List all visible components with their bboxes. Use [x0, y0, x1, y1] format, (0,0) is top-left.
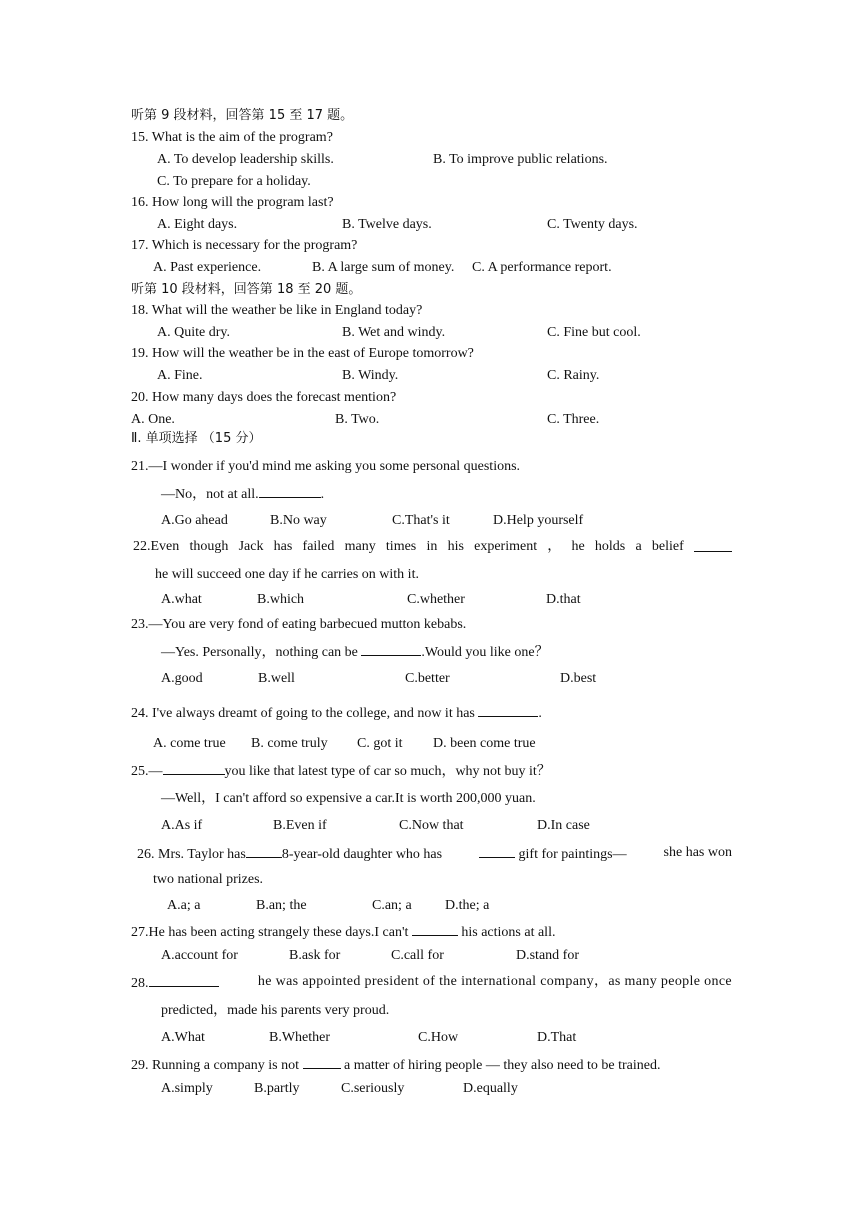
- question-20-option-b: B. Two.: [335, 412, 380, 427]
- question-21-reply: [161, 485, 324, 503]
- question-26-option-b: B.an; the: [256, 898, 307, 913]
- question-20-stem: 20. How many days does the forecast mention?: [131, 390, 397, 405]
- question-15-option-c: C. To prepare for a holiday.: [157, 174, 311, 189]
- word: experiment: [474, 539, 538, 554]
- question-15-option-b: B. To improve public relations.: [433, 152, 608, 167]
- question-26-part: [137, 845, 442, 863]
- word: in: [426, 539, 438, 554]
- question-25-reply: —Well，I can't afford so expensive a car.It is worth 200,000 yuan.: [161, 791, 536, 806]
- listening-section-10-heading: 听第 10 段材料，回答第 18 至 20 题。: [131, 282, 362, 297]
- question-23-option-d: D.best: [560, 671, 597, 686]
- question-29-text: 29. Running a company is not: [131, 1058, 303, 1073]
- answer-blank: [259, 485, 321, 498]
- question-21-option-c: C.That's it: [392, 513, 450, 528]
- question-22-line1: [133, 539, 732, 555]
- question-29-stem: [131, 1056, 660, 1074]
- question-21-option-b: B.No way: [270, 513, 327, 528]
- question-21-reply-text: —No，not at all.: [161, 487, 259, 502]
- question-28-text: he was appointed president of the international company，as many people once: [257, 974, 732, 989]
- question-28-line2: predicted，made his parents very proud.: [161, 1003, 390, 1018]
- question-16-option-b: B. Twelve days.: [342, 217, 432, 232]
- text: 8-year-old daughter who has: [281, 847, 443, 862]
- question-28-line1: [131, 974, 732, 992]
- question-28-option-a: A.What: [161, 1030, 205, 1045]
- question-23-reply-text: —Yes. Personally，nothing can be: [161, 645, 362, 660]
- question-27-option-a: A.account for: [161, 948, 238, 963]
- question-24-option-d: D. been come true: [433, 736, 536, 751]
- question-27-stem: [131, 923, 555, 941]
- question-27-end: his actions at all.: [457, 925, 556, 940]
- word: many: [344, 539, 376, 554]
- question-19-option-b: B. Windy.: [342, 368, 399, 383]
- question-17-option-c: C. A performance report.: [472, 260, 612, 275]
- word: holds: [594, 539, 626, 554]
- question-28-option-b: B.Whether: [269, 1030, 331, 1045]
- text: 28.: [131, 976, 149, 991]
- question-23-option-c: C.better: [405, 671, 450, 686]
- question-23-reply: [161, 643, 549, 661]
- question-23-reply-end: .Would you like one？: [421, 645, 549, 660]
- question-22-line2: he will succeed one day if he carries on with it.: [155, 567, 419, 582]
- word: though: [189, 539, 229, 554]
- question-21-reply-end: .: [320, 487, 325, 502]
- question-24-end: .: [538, 706, 542, 721]
- question-26-option-c: C.an; a: [372, 898, 412, 913]
- question-20-option-c: C. Three.: [547, 412, 600, 427]
- question-29-option-a: A.simply: [161, 1081, 213, 1096]
- question-26-option-d: D.the; a: [445, 898, 490, 913]
- question-25-text: you like that latest type of car so much，why not buy it？: [224, 764, 551, 779]
- question-29-option-c: C.seriously: [341, 1081, 405, 1096]
- text: 26. Mrs. Taylor has: [137, 847, 246, 862]
- question-22-option-b: B.which: [257, 592, 305, 607]
- question-25-lead: 25.—: [131, 764, 163, 779]
- question-25-option-d: D.In case: [537, 818, 590, 833]
- question-24-option-a: A. come true: [153, 736, 226, 751]
- question-28-option-c: C.How: [418, 1030, 459, 1045]
- question-18-option-b: B. Wet and windy.: [342, 325, 446, 340]
- question-16-option-a: A. Eight days.: [157, 217, 238, 232]
- single-choice-section-heading: Ⅱ. 单项选择 （15 分）: [131, 431, 262, 446]
- question-27-text: 27.He has been acting strangely these days.I can't: [131, 925, 412, 940]
- question-21-stem: 21.—I wonder if you'd mind me asking you some personal questions.: [131, 459, 521, 474]
- word: Jack: [238, 539, 264, 554]
- question-27-option-b: B.ask for: [289, 948, 341, 963]
- word: has: [273, 539, 293, 554]
- question-29-option-d: D.equally: [463, 1081, 518, 1096]
- question-27-option-d: D.stand for: [516, 948, 579, 963]
- word: failed: [302, 539, 335, 554]
- word: 22.Even: [133, 539, 180, 554]
- question-23-stem: 23.—You are very fond of eating barbecued mutton kebabs.: [131, 617, 467, 632]
- question-18-stem: 18. What will the weather be like in England today?: [131, 303, 423, 318]
- word: a: [635, 539, 642, 554]
- answer-blank: [694, 539, 732, 552]
- question-21-option-d: D.Help yourself: [493, 513, 584, 528]
- question-24-option-c: C. got it: [357, 736, 403, 751]
- word: belief: [651, 539, 684, 554]
- question-17-option-b: B. A large sum of money.: [312, 260, 455, 275]
- word: he: [571, 539, 585, 554]
- question-23-option-b: B.well: [258, 671, 295, 686]
- word: times: [385, 539, 417, 554]
- question-20-option-a: A. One.: [131, 412, 175, 427]
- question-22-option-c: C.whether: [407, 592, 465, 607]
- question-28-lead: [131, 974, 219, 992]
- answer-blank: [163, 762, 225, 775]
- question-28-option-d: D.That: [537, 1030, 577, 1045]
- question-25-option-a: A.As if: [161, 818, 203, 833]
- question-16-stem: 16. How long will the program last?: [131, 195, 334, 210]
- answer-blank: [478, 704, 538, 717]
- word: ，: [547, 539, 562, 554]
- answer-blank: [303, 1056, 341, 1069]
- answer-blank: [246, 845, 282, 858]
- word: his: [447, 539, 464, 554]
- question-23-option-a: A.good: [161, 671, 203, 686]
- question-24-stem: [131, 704, 542, 722]
- question-21-option-a: A.Go ahead: [161, 513, 228, 528]
- question-26-part: [479, 845, 627, 863]
- question-15-option-a: A. To develop leadership skills.: [157, 152, 334, 167]
- question-24-text: 24. I've always dreamt of going to the college, and now it has: [131, 706, 479, 721]
- listening-section-9-heading: 听第 9 段材料，回答第 15 至 17 题。: [131, 108, 354, 123]
- question-26-line2: two national prizes.: [153, 872, 264, 887]
- question-25-option-c: C.Now that: [399, 818, 464, 833]
- question-26-option-a: A.a; a: [167, 898, 201, 913]
- question-18-option-a: A. Quite dry.: [157, 325, 230, 340]
- answer-blank: [361, 643, 421, 656]
- question-27-option-c: C.call for: [391, 948, 444, 963]
- question-17-option-a: A. Past experience.: [153, 260, 262, 275]
- answer-blank: [149, 974, 219, 987]
- question-19-option-a: A. Fine.: [157, 368, 203, 383]
- question-24-option-b: B. come truly: [251, 736, 328, 751]
- question-15-stem: 15. What is the aim of the program?: [131, 130, 333, 145]
- question-29-option-b: B.partly: [254, 1081, 300, 1096]
- question-19-stem: 19. How will the weather be in the east of Europe tomorrow?: [131, 346, 474, 361]
- question-18-option-c: C. Fine but cool.: [547, 325, 641, 340]
- question-25-option-b: B.Even if: [273, 818, 327, 833]
- question-29-end: a matter of hiring people — they also need to be trained.: [340, 1058, 661, 1073]
- question-16-option-c: C. Twenty days.: [547, 217, 638, 232]
- question-26-part: she has won: [663, 845, 732, 860]
- question-17-stem: 17. Which is necessary for the program?: [131, 238, 358, 253]
- question-22-option-d: D.that: [546, 592, 581, 607]
- question-19-option-c: C. Rainy.: [547, 368, 600, 383]
- question-26-line1: [137, 845, 732, 863]
- question-25-stem: [131, 762, 551, 780]
- text: gift for paintings—: [518, 847, 627, 862]
- question-22-option-a: A.what: [161, 592, 202, 607]
- answer-blank: [412, 923, 458, 936]
- answer-blank: [479, 845, 515, 858]
